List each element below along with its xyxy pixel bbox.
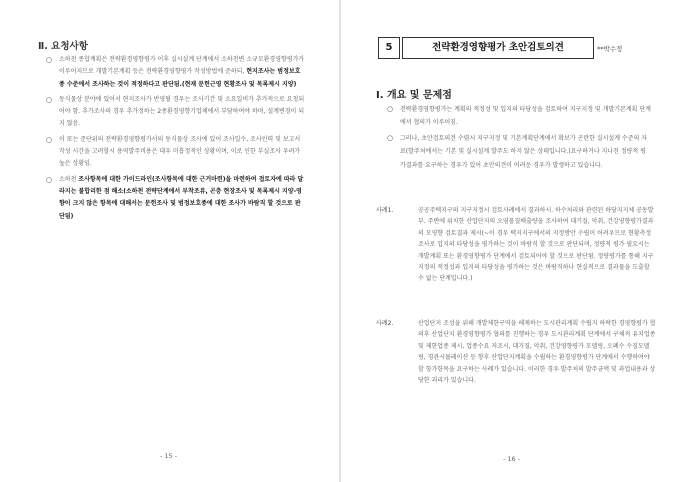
bold-text: 조사항목에 대한 가이드라인(조사항목에 대한 근거마련)을 마련하여 접토자에 따라 달라지는 불합리한 점 해소(소하천 전략단계에서 부착조류, 곤충 현장조사 및 목록제시 지양-영향이 크지 않은 항목에 대해서는 문헌조사 및 범정보호종에 대한 조사가 바람직 할 것으로 판단됨): [59, 175, 304, 220]
left-bullet-item: [46, 174, 306, 223]
case-label: 사례1.: [376, 207, 394, 214]
body-text: 동식물상 분야에 있어서 현지조사가 반영될 경우는 조사기간 및 소요일비가 추가적으로 요청되어야 함. 추가조사의 경우 추가정하는 2종환경영향기업체에서 부담하여야 하며, 설계변경이 되지 않음.: [59, 95, 305, 128]
left-bullet-item: [46, 94, 306, 131]
author-name: **박수정: [597, 45, 623, 53]
right-bullet-item: ○ 그러나, 초안검토의견 수렴시 지구지정 및 기본계획단계에서 확보가 곤란한 실시설계 수준의 자료(발주처에서는 기본 및 실시설계 발주도 하지 않은 상태입니다.)요구하거나 지나친 정량적 평가결과를 요구하는 경우가 있어 초안의견이 어려운 경우가 발생하고 있습니다.: [387, 132, 651, 172]
bold-text: 현지조사는 범정보호종 수준에서 조사하는 것이 적정하다고 판단됨.(현재 문헌근영 현황조사 및 목록제시 지양): [59, 68, 301, 88]
case-text: 공공주택지구의 지구지정시 검토사례에서 결과하시. 하수처리와 관련된 하당지지체 공동발부. 주변에 위치한 산업단지의 오염물질배출량을 조사하여 대기질, 악취, 건강영향평가결과의 모영향 검토결과 제시(~이 경우 택지지구에서의 지정방안 수립이 어려우므로 현황측정조사로 입지의 타당성을 평가하는 것이 바람직 할 것으로 판단되며, 정량적 평가 필요시는 개발계획 또는 환경영향평가 단계에서 검토되어야 할 것으로 판단됨. 정량평가를 통해 지구지정의 적정성과 입지의 타당성을 평가하는 것은 바람직하나 현실적으로 결과물을 도출할 수 없는 단계입니다.): [418, 207, 654, 283]
body-text: 소하천: [59, 175, 79, 183]
body-text: 이 또는 준단위의 전략환경영향평가서의 동식물상 조사에 있어 조사일수, 조사인력 및 보고서 작성 시간을 고려할시 용역발주비용은 대우 미흡정적인 상황이며, 이로 인한 부실조사 우려가 높은 상황임.: [59, 135, 301, 168]
case-label: 사례2.: [376, 320, 394, 327]
right-bullet-list: [387, 103, 651, 174]
left-bullet-list: [46, 54, 306, 226]
case-text: 산업단지 조성을 위해 개발제한구역을 해제하는 도시관리계획 수립지 하락한 경영향평가 협의후 산업단지 환경영향평가 협의를 진행하는 경우 도시관리계획 단계에서 구체적 유치업종 및 제한업종 제시, 업종수요 저조시, 대기질, 악취, 건강영향평가 모델링, 오폐수 수질모델링, 경관시뮬레이션 등 향후 산업단지계획을 수립하는 환경영향평가 단계에서 수행하여야 할 항가항목을 요구하는 사례가 있습니다. 이러한 경우 발주처의 발주금액 및 과업내용과 상당한 괴리가 있습니다.: [418, 320, 656, 385]
case-block-1: [376, 205, 656, 285]
left-page: [0, 0, 340, 482]
left-bullet-item: [46, 54, 306, 91]
body-text: 소하천 종합계획은 전략환경영향평가 이후 실시설계 단계에서 소하천변 소규모환경영향평가가 이루어지므로 개발기본계획 등은 전략환경영향평가 작성방법에 준하되,: [59, 56, 305, 76]
left-page-number: - 15 -: [160, 452, 178, 460]
left-bullet-item: [46, 134, 306, 171]
case-block-2: [376, 318, 656, 386]
section-title-box: 전략환경영향평가 초안검토의견: [402, 37, 594, 59]
right-page-number: - 16 -: [503, 455, 521, 463]
right-bullet-item: ○ 전략환경영향평가는 계획의 적정성 및 입지의 타당성을 검토하여 지구지정 및 개발기본계획 단계에서 협의가 이루어짐.: [387, 103, 651, 130]
page-gutter: [339, 0, 341, 482]
section-number-box: 5: [378, 37, 400, 59]
section-title: Ⅱ. 요청사항: [38, 41, 88, 52]
chapter-title: Ⅰ. 개요 및 문제점: [376, 90, 452, 101]
